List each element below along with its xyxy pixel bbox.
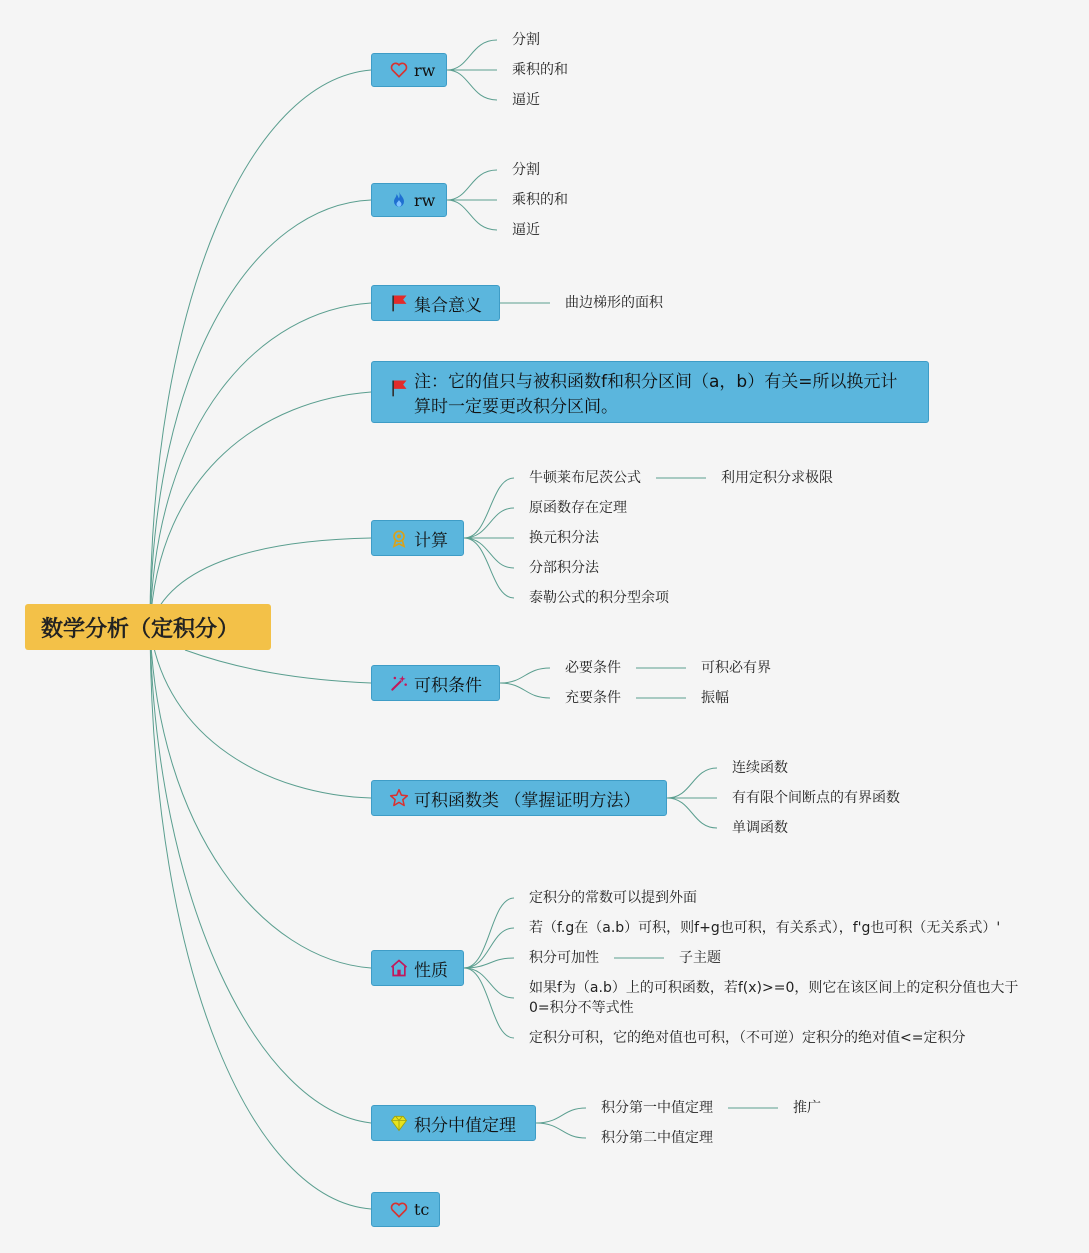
branch-integrable-function-classes[interactable] bbox=[371, 780, 667, 816]
leaf-item[interactable]: 泰勒公式的积分型余项 bbox=[529, 590, 669, 606]
branch-rw-heart[interactable] bbox=[371, 53, 447, 87]
branch-mean-value-theorem[interactable] bbox=[371, 1105, 536, 1141]
link-root-b3 bbox=[150, 392, 371, 627]
star-icon bbox=[388, 787, 410, 809]
leaf-item[interactable]: 利用定积分求极限 bbox=[721, 470, 833, 486]
branch-label: rw bbox=[414, 190, 436, 210]
link-root-b9 bbox=[150, 627, 371, 1209]
leaf-item[interactable]: 牛顿莱布尼茨公式 bbox=[529, 470, 641, 486]
branch-label: tc bbox=[414, 1200, 430, 1219]
leaf-item[interactable]: 逼近 bbox=[512, 92, 540, 108]
leaf-item[interactable]: 子主题 bbox=[679, 950, 721, 966]
branch-label: rw bbox=[414, 60, 436, 80]
leaf-item[interactable]: 换元积分法 bbox=[529, 530, 599, 546]
flag-icon bbox=[388, 292, 410, 314]
leaf-item[interactable]: 若（f.g在（a.b）可积，则f+g也可积，有关系式），f'g也可积（无关系式）' bbox=[529, 920, 1001, 936]
magic-wand-icon bbox=[388, 672, 410, 694]
branch-tc[interactable] bbox=[371, 1192, 440, 1227]
branch-label: 集合意义 bbox=[414, 295, 482, 316]
leaf-item[interactable]: 分部积分法 bbox=[529, 560, 599, 576]
branch-label: 积分中值定理 bbox=[414, 1115, 516, 1136]
heart-icon bbox=[388, 1199, 410, 1221]
leaf-item[interactable]: 积分可加性 bbox=[529, 950, 599, 966]
branch-geometric-meaning[interactable] bbox=[371, 285, 500, 321]
leaf-item[interactable]: 连续函数 bbox=[732, 760, 788, 776]
branch-label: 可积条件 bbox=[414, 675, 482, 696]
leaf-item[interactable]: 定积分的常数可以提到外面 bbox=[529, 890, 697, 906]
branch-note[interactable] bbox=[371, 361, 929, 423]
branch-properties[interactable] bbox=[371, 950, 464, 986]
leaf-item[interactable]: 有有限个间断点的有界函数 bbox=[732, 790, 900, 806]
diamond-icon bbox=[388, 1112, 410, 1134]
leaf-item[interactable]: 积分第一中值定理 bbox=[601, 1100, 713, 1116]
link-root-b1 bbox=[150, 200, 371, 627]
leaf-item[interactable]: 乘积的和 bbox=[512, 62, 568, 78]
leaf-item[interactable]: 定积分可积，它的绝对值也可积，（不可逆）定积分的绝对值<=定积分 bbox=[529, 1030, 966, 1046]
root-topic[interactable]: 数学分析（定积分） bbox=[25, 604, 271, 650]
leaf-item[interactable]: 乘积的和 bbox=[512, 192, 568, 208]
leaf-item[interactable]: 振幅 bbox=[701, 690, 729, 706]
branch-label: 可积函数类 （掌握证明方法） bbox=[414, 790, 641, 811]
flame-icon bbox=[388, 189, 410, 211]
leaf-item[interactable]: 分割 bbox=[512, 162, 540, 178]
branch-label: 计算 bbox=[414, 530, 448, 551]
link-root-b5 bbox=[185, 650, 371, 683]
leaf-item[interactable]: 如果f为（a.b）上的可积函数，若f(x)>=0，则它在该区间上的定积分值也大于0=积分不等式性 bbox=[529, 980, 1019, 1016]
link-root-b6 bbox=[150, 627, 371, 798]
medal-icon bbox=[388, 527, 410, 549]
leaf-item[interactable]: 积分第二中值定理 bbox=[601, 1130, 713, 1146]
link-root-b7 bbox=[150, 627, 371, 968]
leaf-item[interactable]: 单调函数 bbox=[732, 820, 788, 836]
home-icon bbox=[388, 957, 410, 979]
flag-icon bbox=[388, 377, 410, 399]
leaf-item[interactable]: 原函数存在定理 bbox=[529, 500, 627, 516]
branch-integrability-conditions[interactable] bbox=[371, 665, 500, 701]
leaf-item[interactable]: 分割 bbox=[512, 32, 540, 48]
branch-rw-flame[interactable] bbox=[371, 183, 447, 217]
branch-label: 性质 bbox=[414, 960, 448, 981]
leaf-item[interactable]: 可积必有界 bbox=[701, 660, 771, 676]
link-root-b2 bbox=[150, 303, 371, 627]
leaf-item[interactable]: 必要条件 bbox=[565, 660, 621, 676]
leaf-item[interactable]: 逼近 bbox=[512, 222, 540, 238]
heart-icon bbox=[388, 59, 410, 81]
leaf-item[interactable]: 曲边梯形的面积 bbox=[565, 295, 663, 311]
branch-label: 注：它的值只与被积函数f和积分区间（a，b）有关=所以换元计算时一定要更改积分区间。 bbox=[414, 372, 898, 417]
leaf-item[interactable]: 推广 bbox=[793, 1100, 821, 1116]
branch-calculation[interactable] bbox=[371, 520, 464, 556]
leaf-item[interactable]: 充要条件 bbox=[565, 690, 621, 706]
link-root-b8 bbox=[150, 627, 371, 1123]
